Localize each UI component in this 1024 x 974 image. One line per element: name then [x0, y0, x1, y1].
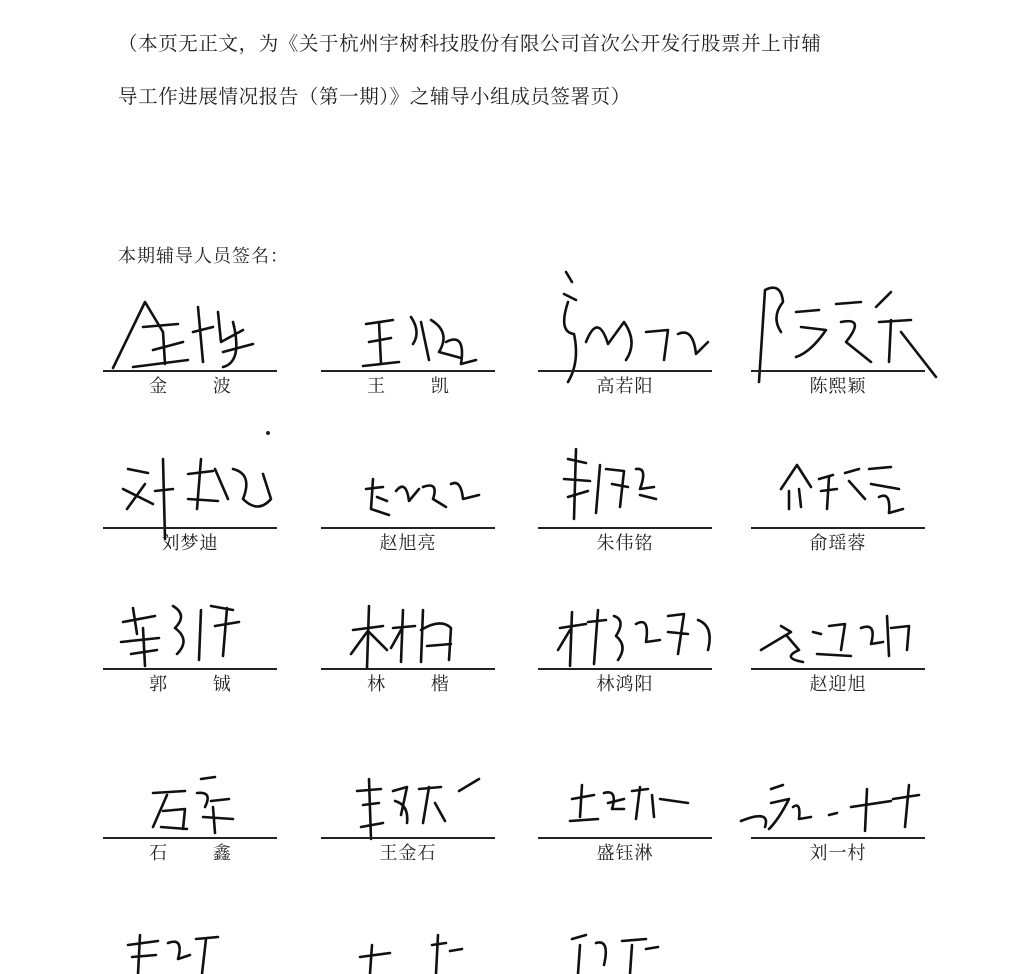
- signature-block: [103, 300, 277, 400]
- signature-block: [538, 767, 712, 867]
- signature-section-label: 本期辅导人员签名：: [118, 246, 289, 267]
- signature-block: [751, 598, 925, 698]
- signatory-name: 王 凯: [367, 376, 469, 397]
- signatory-name: 赵迎旭: [809, 674, 867, 695]
- handwritten-signature: [350, 925, 490, 974]
- signature-block: [751, 767, 925, 867]
- signatory-name: 王金石: [379, 843, 437, 864]
- signature-block: [321, 598, 495, 698]
- signatory-name: 刘一村: [809, 843, 867, 864]
- signature-block: [538, 300, 712, 400]
- signatory-name: 刘梦迪: [161, 533, 219, 554]
- signatory-name: 郭 铖: [149, 674, 251, 695]
- signatory-name: 林鸿阳: [596, 674, 654, 695]
- signature-block: [103, 767, 277, 867]
- signatory-name: 陈熙颖: [809, 376, 867, 397]
- signatory-name: 高若阳: [596, 376, 654, 397]
- signature-block: [751, 457, 925, 557]
- signatory-name: 金 波: [149, 376, 251, 397]
- signatory-name: 赵旭亮: [379, 533, 437, 554]
- handwritten-signature: [566, 925, 676, 974]
- signature-block: [321, 300, 495, 400]
- signature-block: [103, 457, 277, 557]
- signatory-name: 林 楷: [367, 674, 469, 695]
- signatory-name: 石 鑫: [149, 843, 251, 864]
- signatory-name: 朱伟铭: [596, 533, 654, 554]
- signature-block: [538, 457, 712, 557]
- signature-block: [538, 598, 712, 698]
- signature-block: [321, 457, 495, 557]
- handwritten-signature: [118, 925, 238, 974]
- header-line-1: （本页无正文，为《关于杭州宇树科技股份有限公司首次公开发行股票并上市辅: [118, 32, 822, 55]
- signature-block: [321, 767, 495, 867]
- signature-block: [751, 300, 925, 400]
- signatory-name: 俞瑶蓉: [809, 533, 867, 554]
- signatory-name: 盛钰淋: [596, 843, 654, 864]
- header-line-2: 导工作进展情况报告（第一期）》之辅导小组成员签署页）: [118, 85, 631, 108]
- signature-block: [103, 598, 277, 698]
